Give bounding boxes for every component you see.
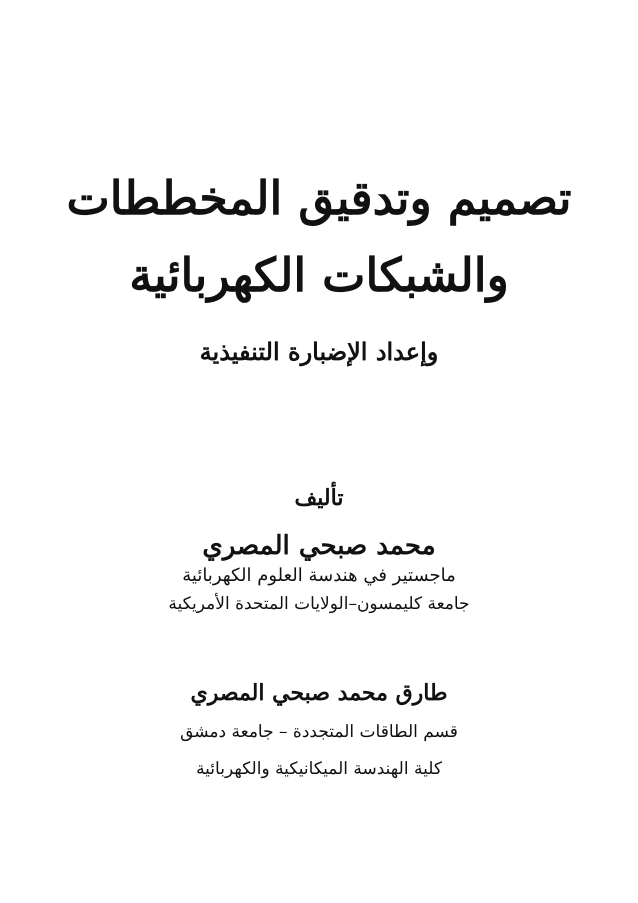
author-2-name: طارق محمد صبحي المصري <box>190 680 448 706</box>
author-1-degree: ماجستير في هندسة العلوم الكهربائية <box>182 565 456 586</box>
author-2-department: قسم الطاقات المتجددة – جامعة دمشق <box>180 722 458 742</box>
author-1-name: محمد صبحي المصري <box>202 531 436 561</box>
book-title-line-1: تصميم وتدقيق المخططات <box>66 171 572 225</box>
book-subtitle: وإعداد الإضبارة التنفيذية <box>199 337 439 366</box>
authorship-label: تأليف <box>294 485 344 511</box>
author-2-faculty: كلية الهندسة الميكانيكية والكهربائية <box>196 759 442 779</box>
book-title-line-2: والشبكات الكهربائية <box>129 248 509 302</box>
author-1-affiliation: جامعة كليمسون–الولايات المتحدة الأمريكية <box>168 594 470 614</box>
